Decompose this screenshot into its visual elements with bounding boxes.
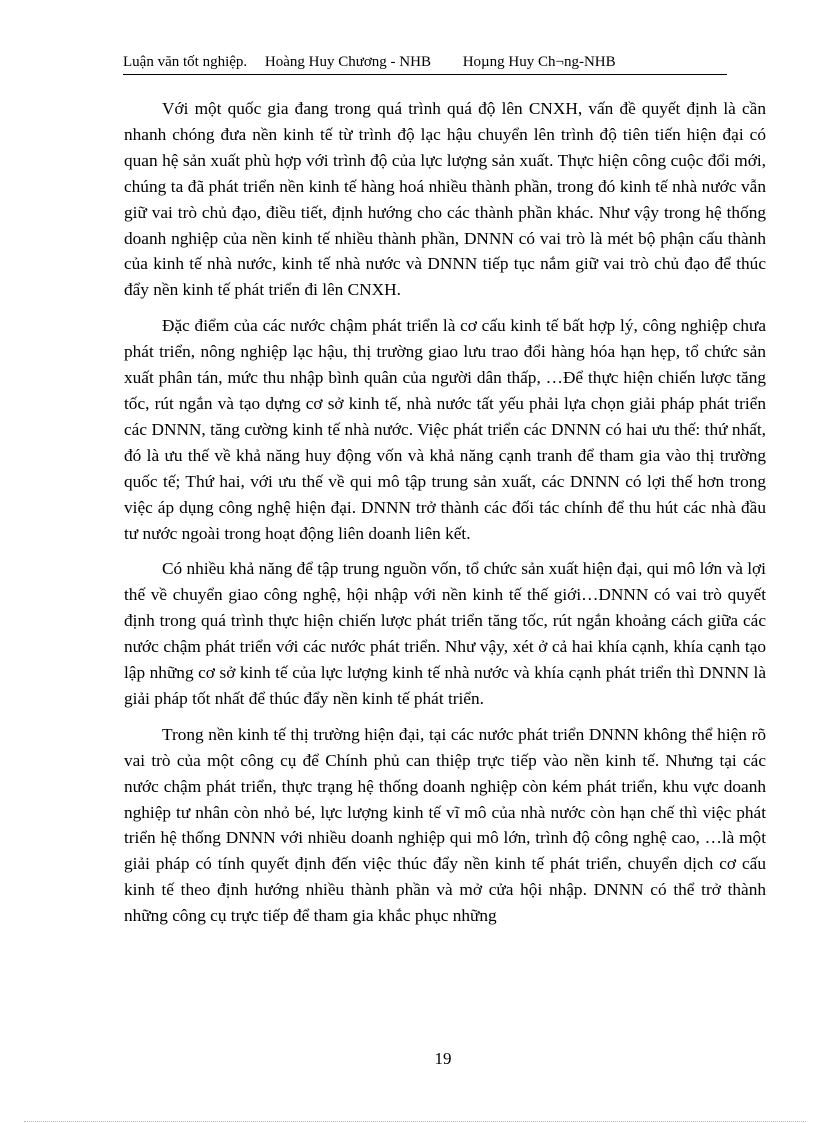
body-text [124,96,766,939]
page-bottom-divider [24,1121,806,1122]
header-author-garbled: Hoµng Huy Ch¬ng-NHB [462,54,616,70]
running-header [123,52,727,75]
header-title: Luận văn tốt nghiệp. [123,54,248,70]
paragraph: Với một quốc gia đang trong quá trình quá độ lên CNXH, vấn đề quyết định là cần nhanh chóng đưa nền kinh tế từ trình độ lạc hậu chuyển lên trình độ tiên tiến hiện đại có quan hệ sản xuất phù hợp với trình độ của lực lượng sản xuất. Thực hiện công cuộc đổi mới, chúng ta đã phát triển nền kinh tế hàng hoá nhiều thành phần, trong đó kinh tế nhà nước vẫn giữ vai trò chủ đạo, điều tiết, định hướng cho các thành phần khác. Như vậy trong hệ thống doanh nghiệp của nền kinh tế nhiều thành phần, DNNN có vai trò là mét bộ phận cấu thành của kinh tế nhà nước, kinh tế nhà nước và DNNN tiếp tục nắm giữ vai trò chủ đạo để thúc đẩy nền kinh tế phát triển đi lên CNXH. [124,99,766,300]
page-number: 19 [434,1049,452,1068]
paragraph: Đặc điểm của các nước chậm phát triển là cơ cấu kinh tế bất hợp lý, công nghiệp chưa phát triển, nông nghiệp lạc hậu, thị trường giao lưu trao đổi hàng hóa hạn hẹp, tổ chức sản xuất phân tán, mức thu nhập bình quân của người dân thấp, …Để thực hiện chiến lược tăng tốc, rút ngắn và tạo dựng cơ sở kinh tế, nhà nước tất yếu phải lựa chọn giải pháp phát triển các DNNN, tăng cường kinh tế nhà nước. Việc phát triển các DNNN có hai ưu thế: thứ nhất, đó là ưu thế về khả năng huy động vốn và khả năng cạnh tranh để tham gia vào thị trường quốc tế; Thứ hai, với ưu thế về qui mô tập trung sản xuất, các DNNN có lợi thế hơn trong việc áp dụng công nghệ hiện đại. DNNN trở thành các đối tác chính để thu hút các nhà đầu tư nước ngoài trong hoạt động liên doanh liên kết. [124,316,766,543]
header-author: Hoàng Huy Chương - NHB [264,54,431,70]
paragraph: Có nhiều khả năng để tập trung nguồn vốn, tổ chức sản xuất hiện đại, qui mô lớn và lợi thế về chuyển giao công nghệ, hội nhập với nền kinh tế thế giới…DNNN có vai trò quyết định trong quá trình thực hiện chiến lược phát triển tăng tốc, rút ngắn khoảng cách giữa các nước chậm phát triển với các nước phát triển. Như vậy, xét ở cả hai khía cạnh, khía cạnh tạo lập những cơ sở kinh tế của lực lượng kinh tế nhà nước và khía cạnh phát triển thì DNNN là giải pháp tốt nhất để thúc đẩy nền kinh tế phát triển. [124,559,766,708]
paragraph: Trong nền kinh tế thị trường hiện đại, tại các nước phát triển DNNN không thể hiện rõ vai trò của một công cụ để Chính phủ can thiệp trực tiếp vào nền kinh tế. Nhưng tại các nước chậm phát triển, thực trạng hệ thống doanh nghiệp còn kém phát triển, khu vực doanh nghiệp tư nhân còn nhỏ bé, lực lượng kinh tế vĩ mô của nhà nước còn hạn chế thì việc phát triển hệ thống DNNN với nhiều doanh nghiệp qui mô lớn, trình độ công nghệ cao, …là một giải pháp có tính quyết định đến việc thúc đẩy nền kinh tế phát triển, chuyển dịch cơ cấu kinh tế theo định hướng nhiều thành phần và mở cửa hội nhập. DNNN có thể trở thành những công cụ trực tiếp để tham gia khắc phục những [124,724,766,926]
